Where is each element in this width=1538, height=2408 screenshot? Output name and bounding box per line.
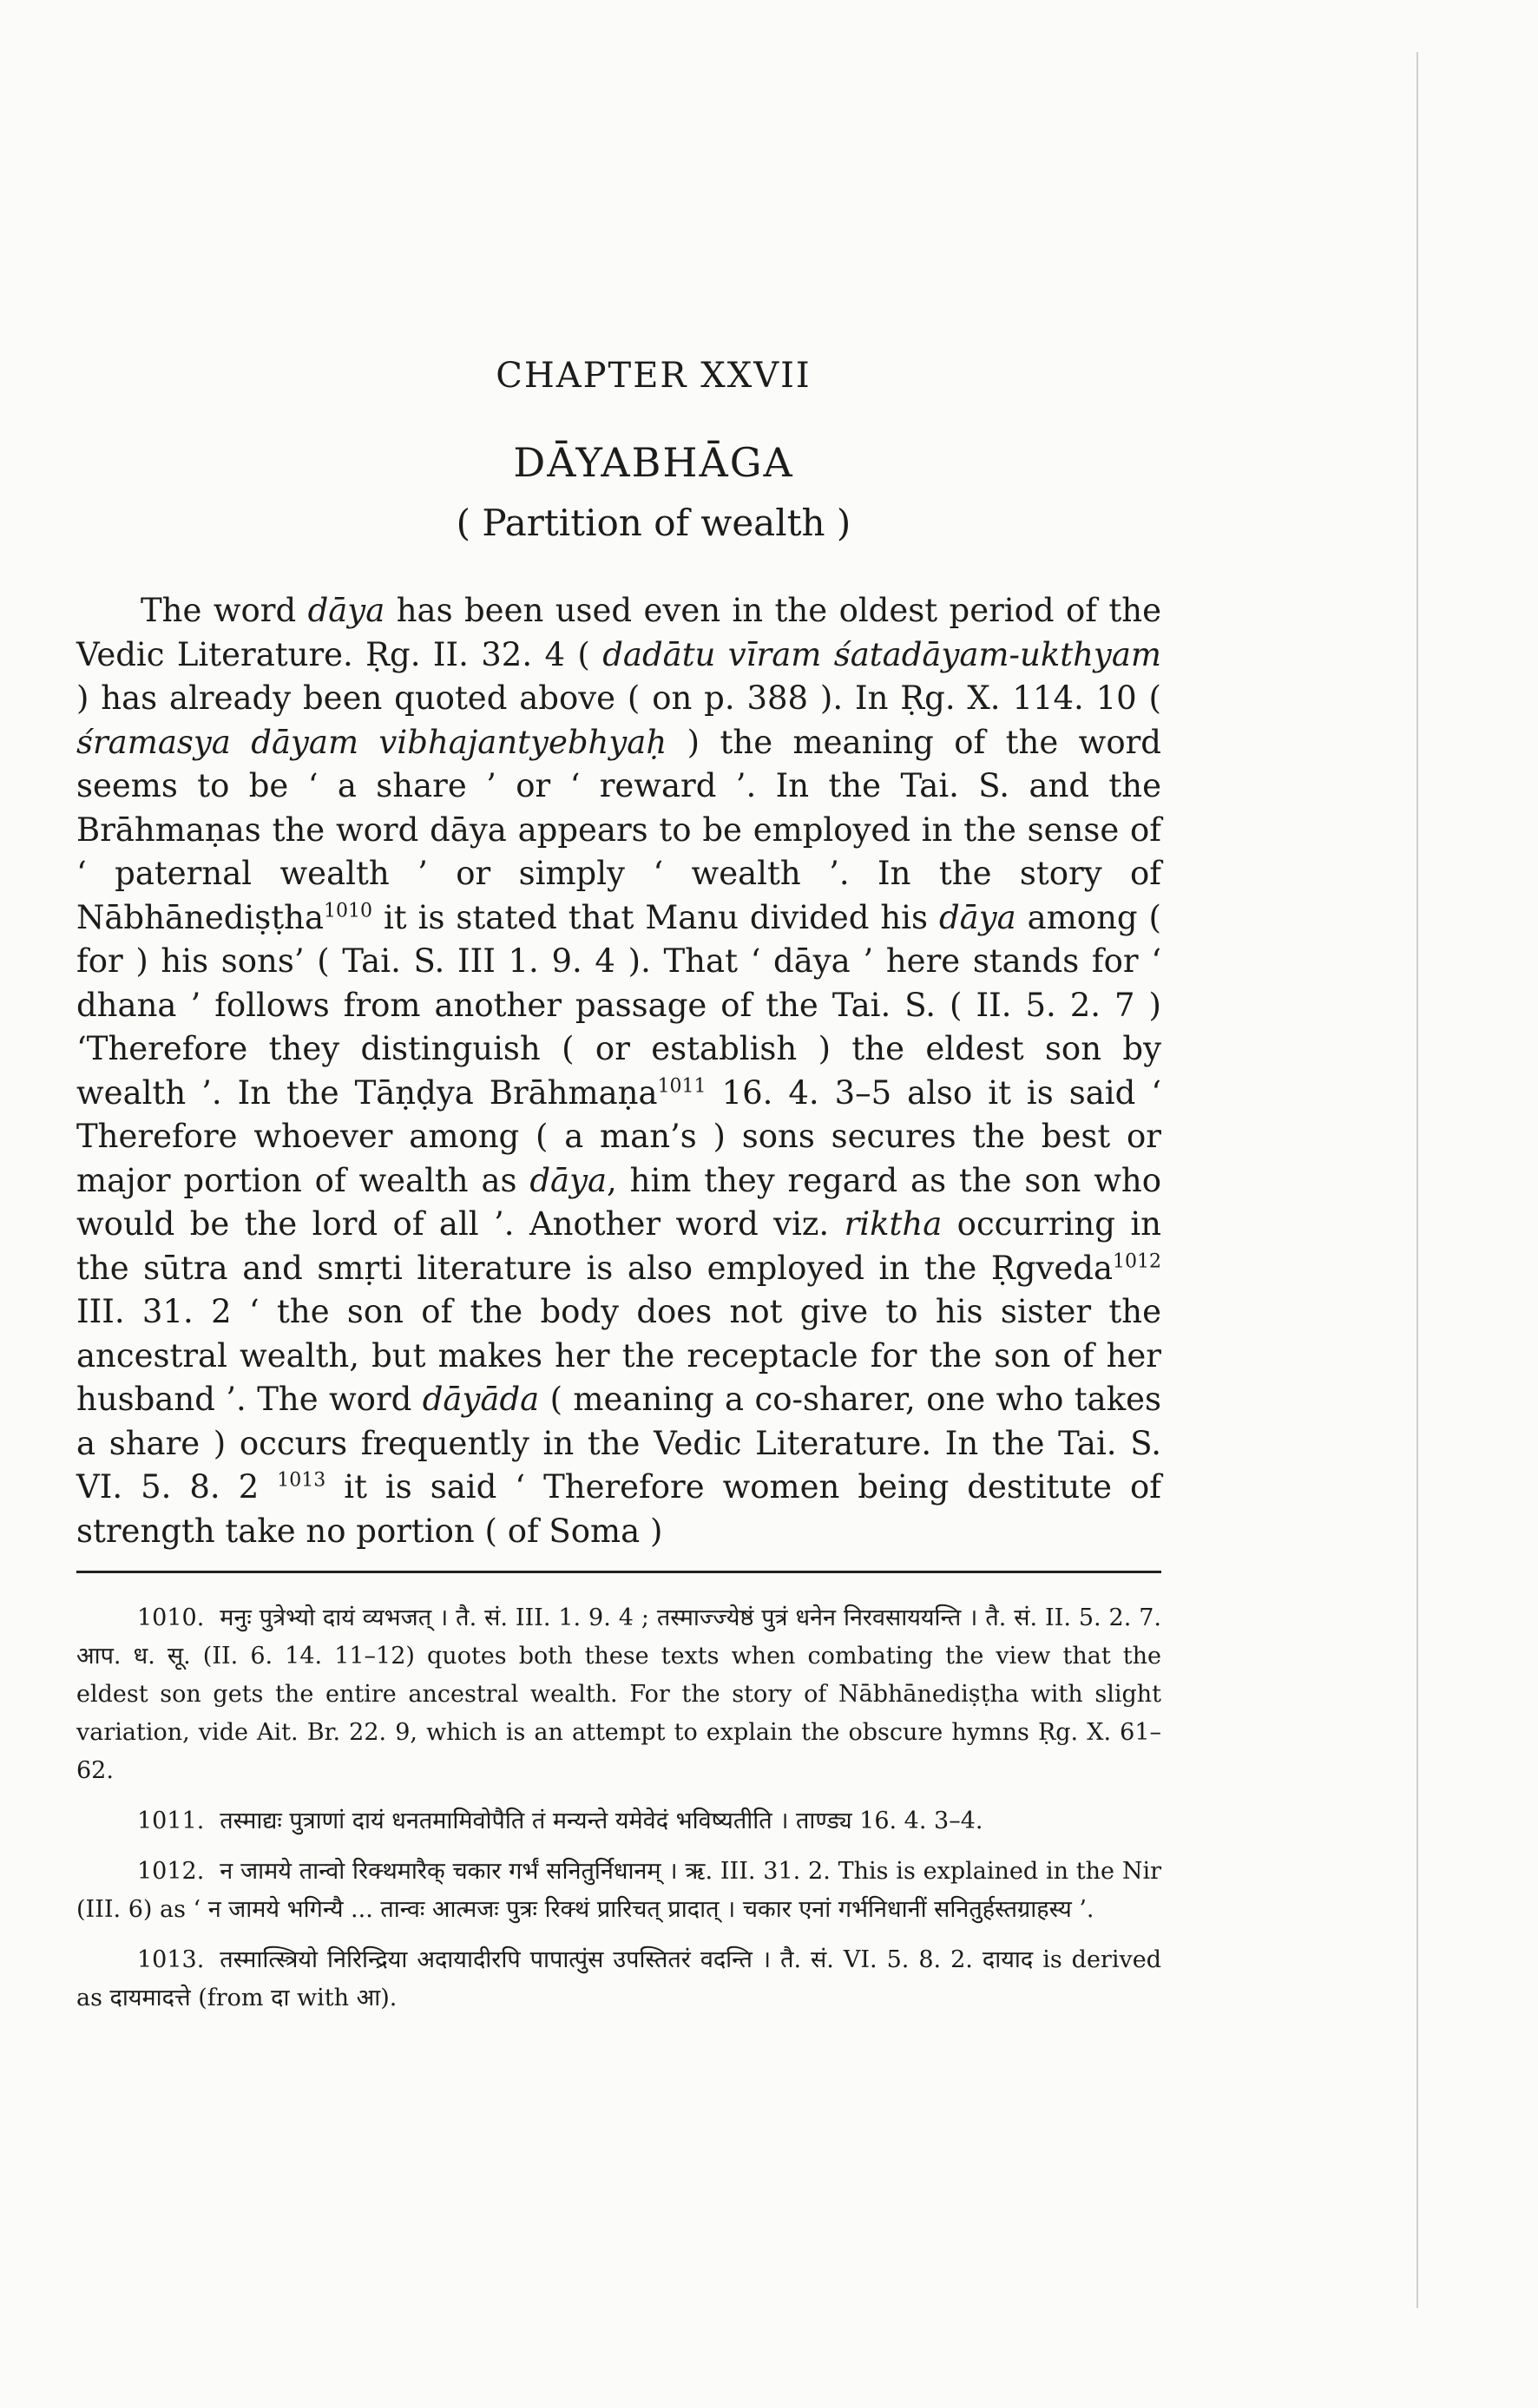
footnote-text: तस्माद्यः पुत्राणां दायं धनतमामिवोपैति तं मन्यन्ते यमेवेदं भविष्यतीति । ताण्ड्य 16. 4. 3–4. [220,1808,983,1834]
text-run: ) has already been quoted above ( on p. 388 ). In Ṛg. X. 114. 10 ( [76,679,1161,717]
body-paragraph [76,589,1161,1553]
footnote-text: तस्मात्स्त्रियो निरिन्द्रिया अदायादीरपि पापात्पुंस उपस्तितरं वदन्ति । तै. सं. VI. 5. 8. 2. दायाद is derived as दायमादत्ते (from दा with आ). [76,1946,1161,2011]
italic-term: dāya [529,1161,608,1199]
footnote [76,1853,1161,1929]
text-run: it is stated that Manu divided his [372,898,939,936]
footnote-ref: 1011 [657,1075,707,1098]
footnote-number: 1010. [137,1604,205,1631]
footnotes [76,1599,1161,2018]
chapter-heading: CHAPTER XXVII [496,356,812,396]
text-run: III. 31. 2 ‘ the son of the body does not give to his sister the ancestral wealth, but makes her the receptacle for the son of her husband ’. The word [76,1293,1161,1418]
text-run: ( meaning a co-sharer, one who takes a share ) occurs frequently in the Vedic Literature. In the Tai. S. VI. 5. 8. 2 [76,1381,1161,1506]
text-run: has been used even in the oldest period of the Vedic Literature. Ṛg. II. 32. 4 ( [76,592,1161,673]
chapter-subtitle: ( Partition of wealth ) [456,502,851,544]
footnote-number: 1011. [137,1808,205,1834]
page [76,356,1161,2030]
page-margin-line [1416,52,1418,2308]
italic-term: dadātu vīram śatadāyam-ukthyam [602,635,1161,673]
italic-term: dāya [307,592,385,629]
text-run: among ( for ) his sons’ ( Tai. S. III 1. 9. 4 ). That ‘ dāya ’ here stands for ‘ dhana ’ follows from another passage of the Tai. S. ( II. 5. 2. 7 ) ‘Therefore they distinguish ( or establish ) the eldest son by wealth ’. In the Tāṇḍya Brāhmaṇa [76,898,1161,1112]
text-run: ) the meaning of the word seems to be ‘ a share ’ or ‘ reward ’. In the Tai. S. and the Brāhmaṇas the word dāya appears to be employed in the sense of ‘ paternal wealth ’ or simply ‘ wealth ’. In the story of Nābhānediṣṭha [76,723,1161,936]
text-run: 16. 4. 3–5 also it is said ‘ Therefore whoever among ( a man’s ) sons secures the best or major portion of wealth as [76,1073,1161,1199]
footnote-number: 1012. [137,1858,205,1885]
text-run: it is said ‘ Therefore women being destitute of strength take no portion ( of Soma ) [76,1468,1161,1550]
italic-term: riktha [844,1205,943,1243]
footnote-ref: 1010 [324,900,372,922]
footnote-ref: 1012 [1113,1250,1161,1273]
text-run: occurring in the sūtra and smṛti literature is also employed in the Ṛgveda [76,1205,1161,1287]
italic-term: śramasya dāyam vibhajantyebhyaḥ [76,723,667,761]
footnote-text: न जामये तान्वो रिक्थमारैक् चकार गर्भं सनितुर्निधानम् । ऋ. III. 31. 2. This is explained in the Nir (III. 6) as ‘ न जामये भगिन्यै ... तान्वः आत्मजः पुत्रः रिक्थं प्रारिचत् प्रादात् । चकार एनां गर्भनिधानीं सनितुर्हस्तग्राहस्य ’. [76,1858,1161,1923]
footnote-text: मनुः पुत्रेभ्यो दायं व्यभजत् । तै. सं. III. 1. 9. 4 ; तस्माज्ज्येष्ठं पुत्रं धनेन निरवसाययन्ति । तै. सं. II. 5. 2. 7. आप. ध. सू. (II. 6. 14. 11–12) quotes both these texts when combating the view that the eldest son gets the entire ancestral wealth. For the story of Nābhānediṣṭha with slight variation, vide Ait. Br. 22. 9, which is an attempt to explain the obscure hymns Ṛg. X. 61–62. [76,1604,1161,1784]
italic-term: dāya [938,898,1016,936]
text-run: The word [141,592,308,629]
footnote-rule [76,1571,1161,1573]
chapter-title: DĀYABHĀGA [513,439,794,486]
footnote [76,1802,1161,1840]
footnote-ref: 1013 [277,1469,326,1492]
italic-term: dāyāda [422,1381,540,1418]
footnote-number: 1013. [137,1946,205,1973]
footnote [76,1941,1161,2018]
footnote [76,1599,1161,1790]
text-run: , him they regard as the son who would be the lord of all ’. Another word viz. [76,1161,1162,1243]
